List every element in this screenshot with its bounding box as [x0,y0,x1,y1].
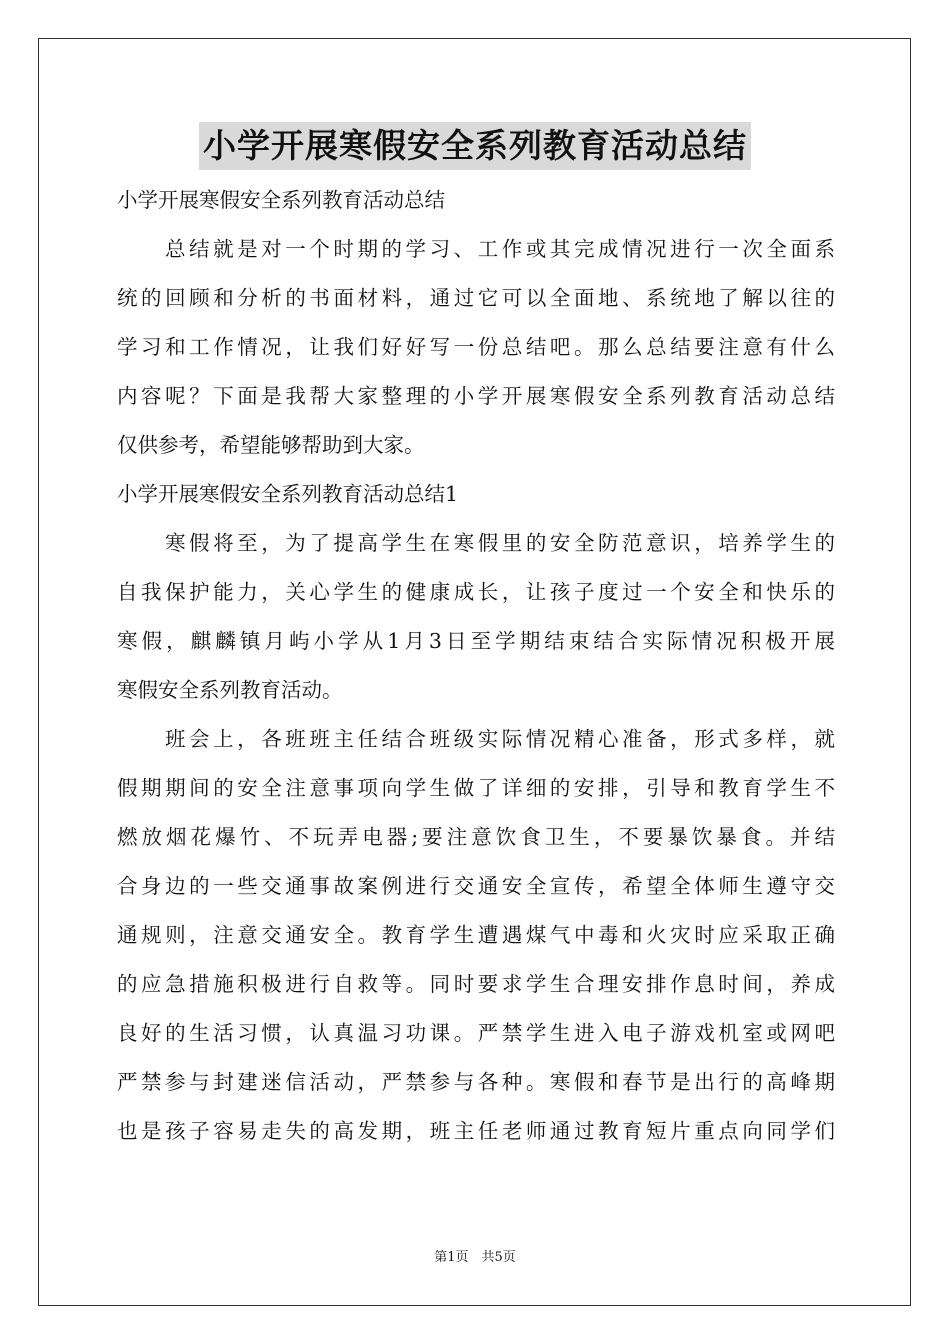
text-line [117,1107,835,1156]
text-line-content: 也是孩子容易走失的高发期，班主任老师通过教育短片重点向同学们 [117,1119,835,1143]
text-line [117,225,835,274]
text-line-content: 燃放烟花爆竹、不玩弄电器;要注意饮食卫生，不要暴饮暴食。并结 [117,825,835,849]
text-line-content: 寒假，麒麟镇月屿小学从1月3日至学期结束结合实际情况积极开展 [117,629,835,653]
page-footer: 第1页 共5页 [434,1250,516,1265]
text-line-content: 总结就是对一个时期的学习、工作或其完成情况进行一次全面系 [165,237,835,261]
text-line-content: 班会上，各班班主任结合班级实际情况精心准备，形式多样，就 [165,727,835,751]
text-line-content: 学习和工作情况，让我们好好写一份总结吧。那么总结要注意有什么 [117,335,835,359]
text-line-content: 通规则，注意交通安全。教育学生遭遇煤气中毒和火灾时应采取正确 [117,923,835,947]
text-line-content: 统的回顾和分析的书面材料，通过它可以全面地、系统地了解以往的 [117,286,835,310]
text-line-content: 合身边的一些交通事故案例进行交通安全宣传，希望全体师生遵守交 [117,874,835,898]
text-line [117,764,835,813]
text-line [117,960,835,1009]
text-line [117,617,835,666]
text-line [117,568,835,617]
text-line-content: 严禁参与封建迷信活动，严禁参与各种。寒假和春节是出行的高峰期 [117,1070,835,1094]
text-line-content: 仅供参考，希望能够帮助到大家。 [117,433,425,457]
text-line-content: 良好的生活习惯，认真温习功课。严禁学生进入电子游戏机室或网吧 [117,1021,835,1045]
text-line-content: 寒假将至，为了提高学生在寒假里的安全防范意识，培养学生的 [165,531,835,555]
text-line [117,323,835,372]
document-body [117,176,835,1156]
text-line-content: 小学开展寒假安全系列教育活动总结 [117,188,445,212]
document-title: 小学开展寒假安全系列教育活动总结 [199,122,751,170]
text-line [117,274,835,323]
text-line [117,1009,835,1058]
text-line [117,813,835,862]
text-line-content: 自我保护能力，关心学生的健康成长，让孩子度过一个安全和快乐的 [117,580,835,604]
text-line-content: 假期期间的安全注意事项向学生做了详细的安排，引导和教育学生不 [117,776,835,800]
text-line [117,862,835,911]
text-line [117,470,835,519]
text-line-content: 寒假安全系列教育活动。 [117,678,343,702]
text-line [117,1058,835,1107]
title-container [0,122,950,170]
text-line [117,176,835,225]
text-line [117,715,835,764]
text-line-content: 小学开展寒假安全系列教育活动总结1 [117,482,459,506]
text-line-content: 内容呢？下面是我帮大家整理的小学开展寒假安全系列教育活动总结 [117,384,835,408]
text-line [117,519,835,568]
text-line [117,421,835,470]
text-line-content: 的应急措施积极进行自救等。同时要求学生合理安排作息时间，养成 [117,972,835,996]
text-line [117,666,835,715]
text-line [117,911,835,960]
text-line [117,372,835,421]
